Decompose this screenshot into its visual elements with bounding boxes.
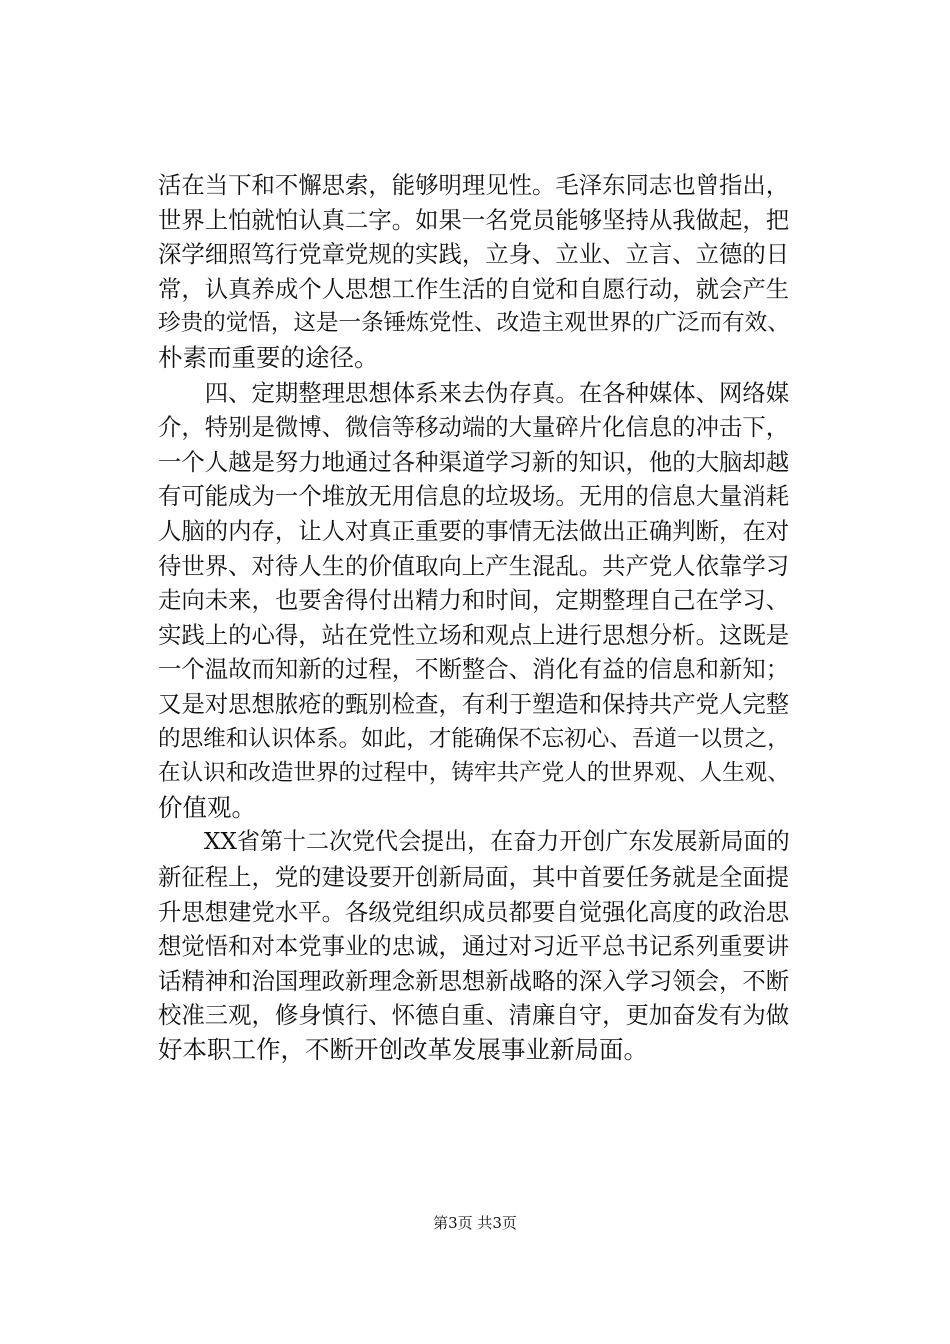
text-line: 一个温故而知新的过程，不断整合、消化有益的信息和新知； <box>158 655 790 684</box>
text-line: 人脑的内存，让人对真正重要的事情无法做出正确判断，在对 <box>158 517 790 545</box>
text-line: 四、定期整理思想体系来去伪存真。在各种媒体、网络媒 <box>158 378 790 407</box>
text-line: 常，认真养成个人思想工作生活的自觉和自愿行动，就会产生 <box>158 274 790 303</box>
text-line: 升思想建党水平。各级党组织成员都要自觉强化高度的政治思 <box>158 897 790 926</box>
text-line: 实践上的心得，站在党性立场和观点上进行思想分析。这既是 <box>158 620 790 649</box>
text-line: 介，特别是微博、微信等移动端的大量碎片化信息的冲击下， <box>158 413 790 442</box>
text-line: 好本职工作，不断开创改革发展事业新局面。 <box>158 1035 648 1064</box>
text-line: 走向未来，也要舍得付出精力和时间，定期整理自己在学习、 <box>158 586 790 615</box>
text-line: XX省第十二次党代会提出，在奋力开创广东发展新局面的 <box>158 829 790 856</box>
text-line: 珍贵的觉悟，这是一条锤炼党性、改造主观世界的广泛而有效、 <box>158 310 790 337</box>
text-line: 新征程上，党的建设要开创新局面，其中首要任务就是全面提 <box>158 863 790 891</box>
text-line: 待世界、对待人生的价值取向上产生混乱。共产党人依靠学习 <box>158 551 790 580</box>
text-line: 朴素而重要的途径。 <box>158 343 379 372</box>
text-line: 话精神和治国理政新理念新思想新战略的深入学习领会，不断 <box>158 966 790 995</box>
text-line: 在认识和改造世界的过程中，铸牢共产党人的世界观、人生观、 <box>158 760 790 787</box>
text-line: 价值观。 <box>158 792 256 822</box>
text-line: 的思维和认识体系。如此，才能确保不忘初心、吾道一以贯之， <box>158 725 790 752</box>
text-line: 世界上怕就怕认真二字。如果一名党员能够坚持从我做起，把 <box>158 205 790 234</box>
page-footer: 第3页 共3页 <box>433 1214 517 1232</box>
text-line: 想觉悟和对本党事业的忠诚，通过对习近平总书记系列重要讲 <box>158 932 790 961</box>
text-line: 校准三观，修身慎行、怀德自重、清廉自守，更加奋发有为做 <box>158 1001 790 1030</box>
text-line: 有可能成为一个堆放无用信息的垃圾场。无用的信息大量消耗 <box>158 482 790 511</box>
text-line: 活在当下和不懈思索，能够明理见性。毛泽东同志也曾指出， <box>158 171 790 199</box>
text-line: 深学细照笃行党章党规的实践，立身、立业、立言、立德的日 <box>158 240 790 269</box>
text-line: 一个人越是努力地通过各种渠道学习新的知识，他的大脑却越 <box>158 447 790 476</box>
text-line: 又是对思想脓疮的甄别检查，有利于塑造和保持共产党人完整 <box>158 690 790 718</box>
